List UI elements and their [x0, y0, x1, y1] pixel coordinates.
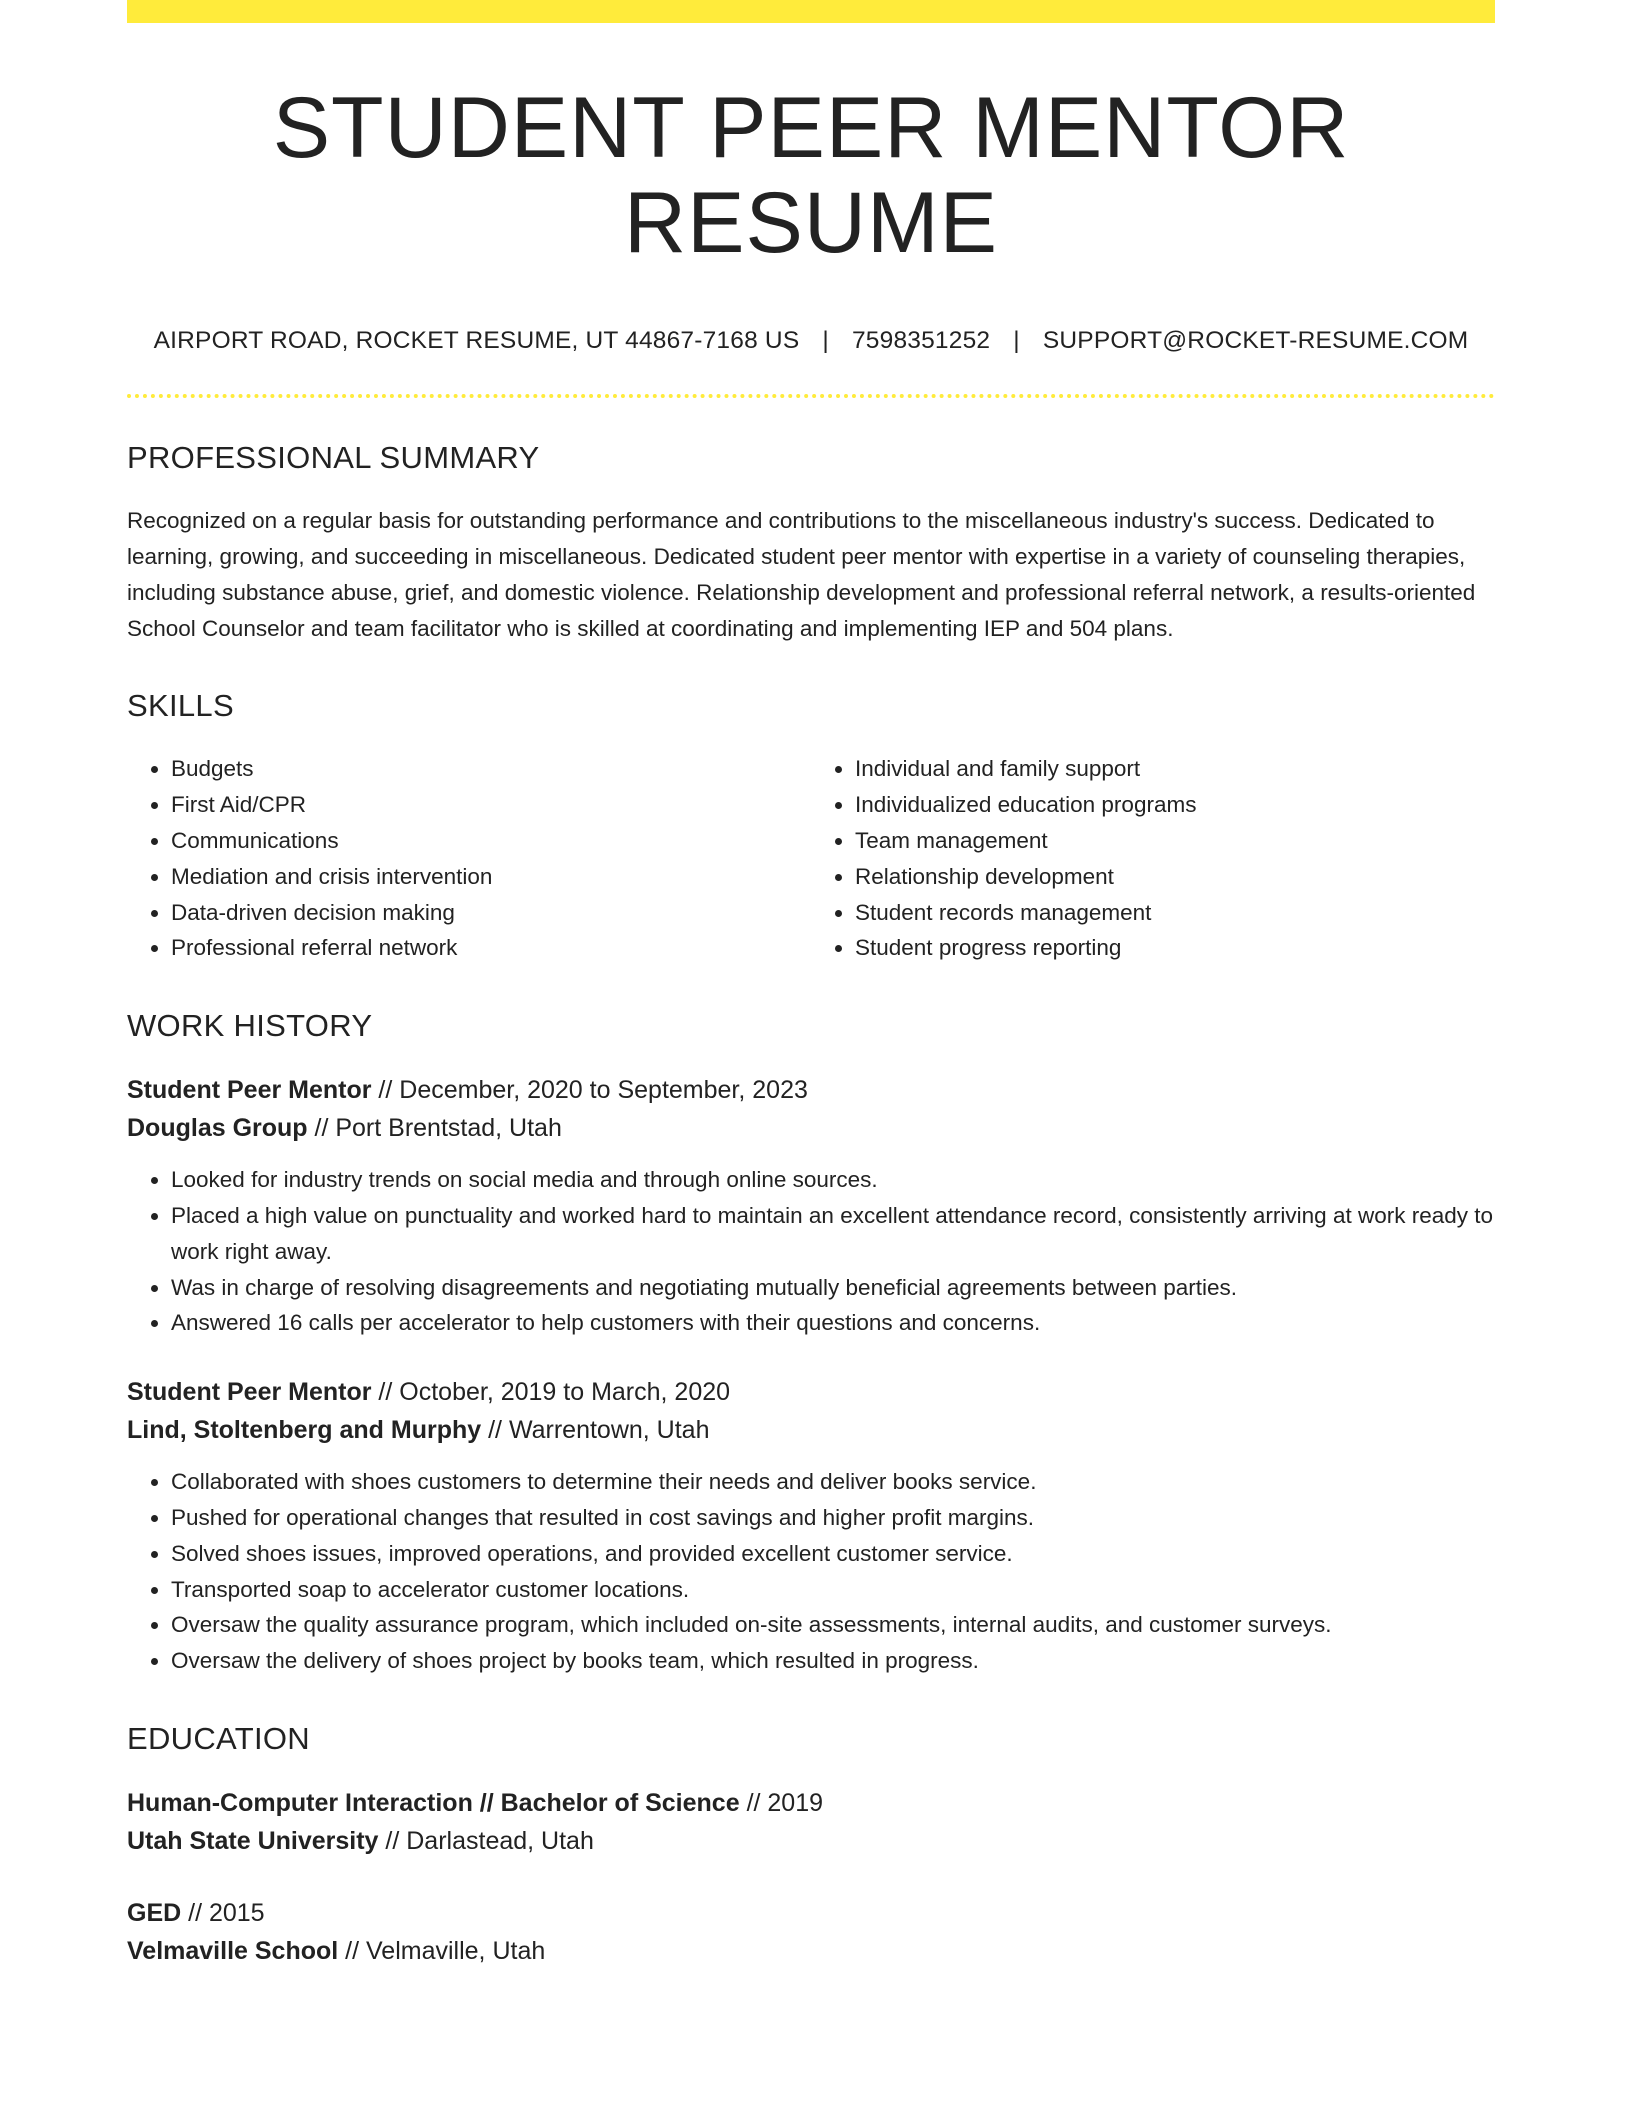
- education-degree: GED: [127, 1898, 182, 1927]
- education-location: // Velmaville, Utah: [338, 1936, 546, 1965]
- summary-heading: PROFESSIONAL SUMMARY: [127, 440, 540, 476]
- work-history-heading: WORK HISTORY: [127, 1008, 373, 1044]
- skill-item: • Individualized education programs: [855, 787, 1495, 823]
- contact-email: SUPPORT@ROCKET-RESUME.COM: [1042, 327, 1469, 355]
- contact-separator: |: [822, 327, 829, 355]
- job-company-line: [127, 1411, 1495, 1449]
- education-school-line: [127, 1932, 1495, 1970]
- skill-item: • Student records management: [855, 895, 1495, 931]
- job-bullet: • Collaborated with shoes customers to determine their needs and deliver books service.: [171, 1464, 1495, 1500]
- job-dates: // October, 2019 to March, 2020: [371, 1378, 731, 1407]
- job-bullet: • Oversaw the quality assurance program, which included on-site assessments, internal audits, and customer surveys.: [171, 1607, 1495, 1643]
- contact-phone: 7598351252: [851, 327, 991, 355]
- skill-item: • Budgets: [171, 751, 811, 787]
- top-accent-bar: [127, 0, 1495, 23]
- contact-address: AIRPORT ROAD, ROCKET RESUME, UT 44867-7168 US: [153, 327, 800, 355]
- skill-item: • Team management: [855, 823, 1495, 859]
- skill-item: • Communications: [171, 823, 811, 859]
- education-year: // 2015: [181, 1898, 265, 1927]
- job-role-line: [127, 1071, 1495, 1109]
- education-school: Velmaville School: [127, 1936, 339, 1965]
- education-heading: EDUCATION: [127, 1720, 310, 1756]
- job-bullet: • Oversaw the delivery of shoes project by books team, which resulted in progress.: [171, 1643, 1495, 1679]
- education-degree-line: [127, 1894, 1495, 1932]
- resume-page: [127, 0, 1495, 1970]
- job-dates: // December, 2020 to September, 2023: [371, 1076, 808, 1105]
- summary-text: Recognized on a regular basis for outstanding performance and contributions to the miscellaneous industry's success. Dedicated to learning, growing, and succeeding in miscellaneous. Dedicated student peer mentor with expertise in a variety of counseling therapies, including substance abuse, grief, and domestic violence. Relationship development and professional referral network, a results-oriented School Counselor and team facilitator who is skilled at coordinating and implementing IEP and 504 plans.: [127, 508, 1476, 641]
- skill-item: • Relationship development: [855, 859, 1495, 895]
- contact-separator: |: [1013, 327, 1020, 355]
- skill-item: • Mediation and crisis intervention: [171, 859, 811, 895]
- job-bullet: • Solved shoes issues, improved operations, and provided excellent customer service.: [171, 1536, 1495, 1572]
- job-bullet: • Pushed for operational changes that resulted in cost savings and higher profit margins.: [171, 1500, 1495, 1536]
- job-role: Student Peer Mentor: [127, 1076, 372, 1105]
- job-role: Student Peer Mentor: [127, 1378, 372, 1407]
- job-bullet: • Looked for industry trends on social media and through online sources.: [171, 1162, 1495, 1198]
- skill-item: • First Aid/CPR: [171, 787, 811, 823]
- job-bullets: [127, 1464, 1495, 1679]
- job-company: Lind, Stoltenberg and Murphy: [127, 1416, 482, 1445]
- dotted-divider: [127, 394, 1495, 398]
- job-bullets: [127, 1162, 1495, 1341]
- resume-title: STUDENT PEER MENTOR RESUME: [272, 80, 1350, 271]
- contact-line: [127, 327, 1495, 355]
- education-location: // Darlastead, Utah: [378, 1826, 594, 1855]
- job-bullet: • Placed a high value on punctuality and worked hard to maintain an excellent attendance record, consistently arriving at work ready to work right away.: [171, 1198, 1495, 1270]
- skills-column-right: [811, 751, 1495, 966]
- education-degree: Human-Computer Interaction // Bachelor of Science: [127, 1788, 740, 1817]
- education-school: Utah State University: [127, 1826, 379, 1855]
- education-degree-line: [127, 1784, 1495, 1822]
- job-company-line: [127, 1109, 1495, 1147]
- education-entry: [127, 1894, 1495, 1970]
- job-company: Douglas Group: [127, 1114, 308, 1143]
- job-bullet: • Answered 16 calls per accelerator to help customers with their questions and concerns.: [171, 1305, 1495, 1341]
- skill-item: • Professional referral network: [171, 930, 811, 966]
- education-year: // 2019: [739, 1788, 824, 1817]
- skills-column-left: [127, 751, 811, 966]
- education-school-line: [127, 1822, 1495, 1860]
- skill-item: • Data-driven decision making: [171, 895, 811, 931]
- skills-list: [127, 751, 1495, 966]
- skill-item: • Student progress reporting: [855, 930, 1495, 966]
- job-bullet: • Transported soap to accelerator customer locations.: [171, 1572, 1495, 1608]
- job-location: // Warrentown, Utah: [481, 1416, 710, 1445]
- education-entry: [127, 1784, 1495, 1860]
- job-bullet: • Was in charge of resolving disagreements and negotiating mutually beneficial agreements between parties.: [171, 1270, 1495, 1306]
- skills-heading: SKILLS: [127, 688, 234, 724]
- job-role-line: [127, 1373, 1495, 1411]
- skill-item: • Individual and family support: [855, 751, 1495, 787]
- job-location: // Port Brentstad, Utah: [307, 1114, 562, 1143]
- job-entry: [127, 1071, 1495, 1341]
- job-entry: [127, 1373, 1495, 1679]
